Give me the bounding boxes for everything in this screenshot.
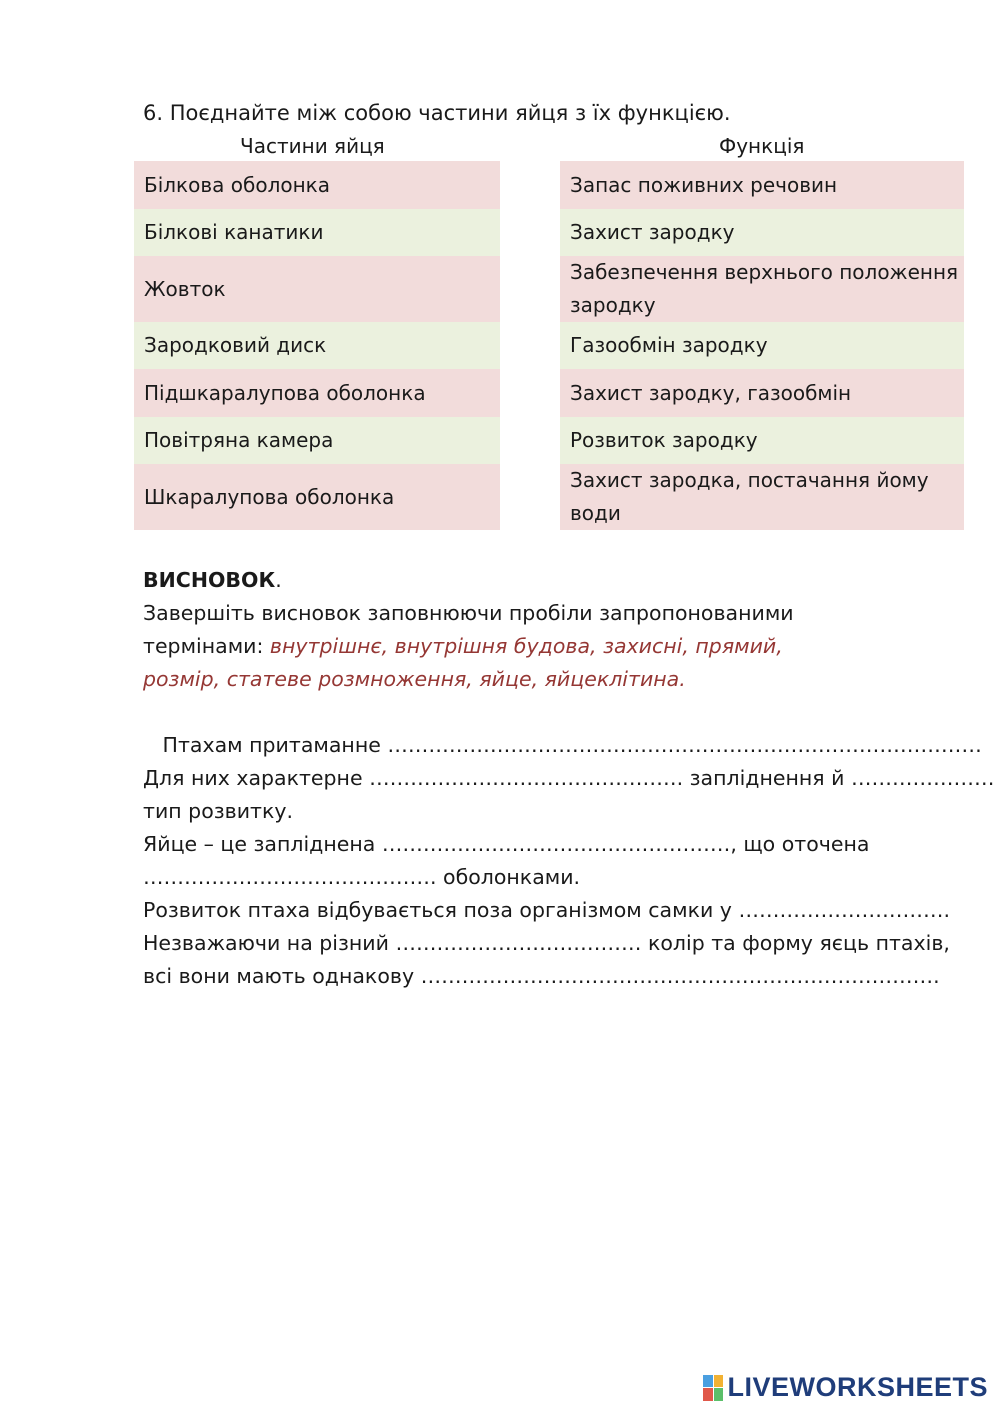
egg-part-cell[interactable]: Повітряна камера — [134, 417, 500, 464]
egg-part-cell[interactable]: Жовток — [134, 256, 500, 322]
function-cell[interactable]: Захист зародка, постачання йому води — [560, 464, 964, 530]
task-title — [143, 98, 731, 128]
egg-part-cell[interactable]: Білкова оболонка — [134, 161, 500, 209]
fill-line[interactable]: Птахам притаманне …………………………………………………………………………… — [143, 733, 982, 757]
fill-line[interactable]: Для них характерне ………………………………………. запліднення й ………………… — [143, 766, 995, 790]
fill-line[interactable]: Яйце – це запліднена ……………………………………………, що оточена — [143, 832, 870, 856]
terms-list-1: внутрішнє, внутрішня будова, захисні, прямий, розмір, — [143, 634, 783, 691]
liveworksheets-logo-icon — [703, 1375, 723, 1401]
fill-line[interactable]: Розвиток птаха відбувається поза організмом самки у …………………………. — [143, 898, 950, 922]
function-cell[interactable]: Запас поживних речовин — [560, 161, 964, 209]
logo-text: LIVEWORKSHEETS — [727, 1372, 988, 1402]
function-cell[interactable]: Розвиток зародку — [560, 417, 964, 464]
conclusion-heading: ВИСНОВОК — [143, 568, 276, 592]
conclusion-heading-dot: . — [275, 568, 282, 592]
conclusion-instruction-line — [143, 597, 863, 696]
conclusion-block — [143, 564, 943, 696]
task-number: 6. — [143, 101, 164, 125]
fill-line: тип розвитку. — [143, 799, 294, 823]
task-text: Поєднайте між собою частини яйця з їх функцією. — [169, 101, 731, 125]
egg-part-cell[interactable]: Зародковий диск — [134, 322, 500, 369]
fill-in-text — [143, 729, 995, 993]
fill-line[interactable]: ……………………………………. оболонками. — [143, 865, 581, 889]
fill-line[interactable]: всі вони мають однакову …………………………………………………………………. — [143, 964, 940, 988]
function-cell[interactable]: Захист зародку, газообмін — [560, 369, 964, 417]
function-cell[interactable]: Захист зародку — [560, 209, 964, 256]
fill-line[interactable]: Незважаючи на різний ……………………………… колір та форму яєць птахів, — [143, 931, 950, 955]
left-column-header: Частини яйця — [240, 134, 385, 158]
function-cell[interactable]: Забезпечення верхнього положення зародку — [560, 256, 964, 322]
egg-part-cell[interactable]: Шкаралупова оболонка — [134, 464, 500, 530]
conclusion-instruction: Завершіть висновок заповнюючи пробіли запропонованими термінами: — [143, 601, 794, 658]
function-cell[interactable]: Газообмін зародку — [560, 322, 964, 369]
terms-list-2: статеве розмноження, яйце, яйцеклітина. — [226, 667, 686, 691]
conclusion-heading-line — [143, 564, 943, 597]
right-column-header: Функція — [719, 134, 805, 158]
egg-part-cell[interactable]: Підшкаралупова оболонка — [134, 369, 500, 417]
egg-part-cell[interactable]: Білкові канатики — [134, 209, 500, 256]
liveworksheets-logo — [703, 1372, 988, 1403]
